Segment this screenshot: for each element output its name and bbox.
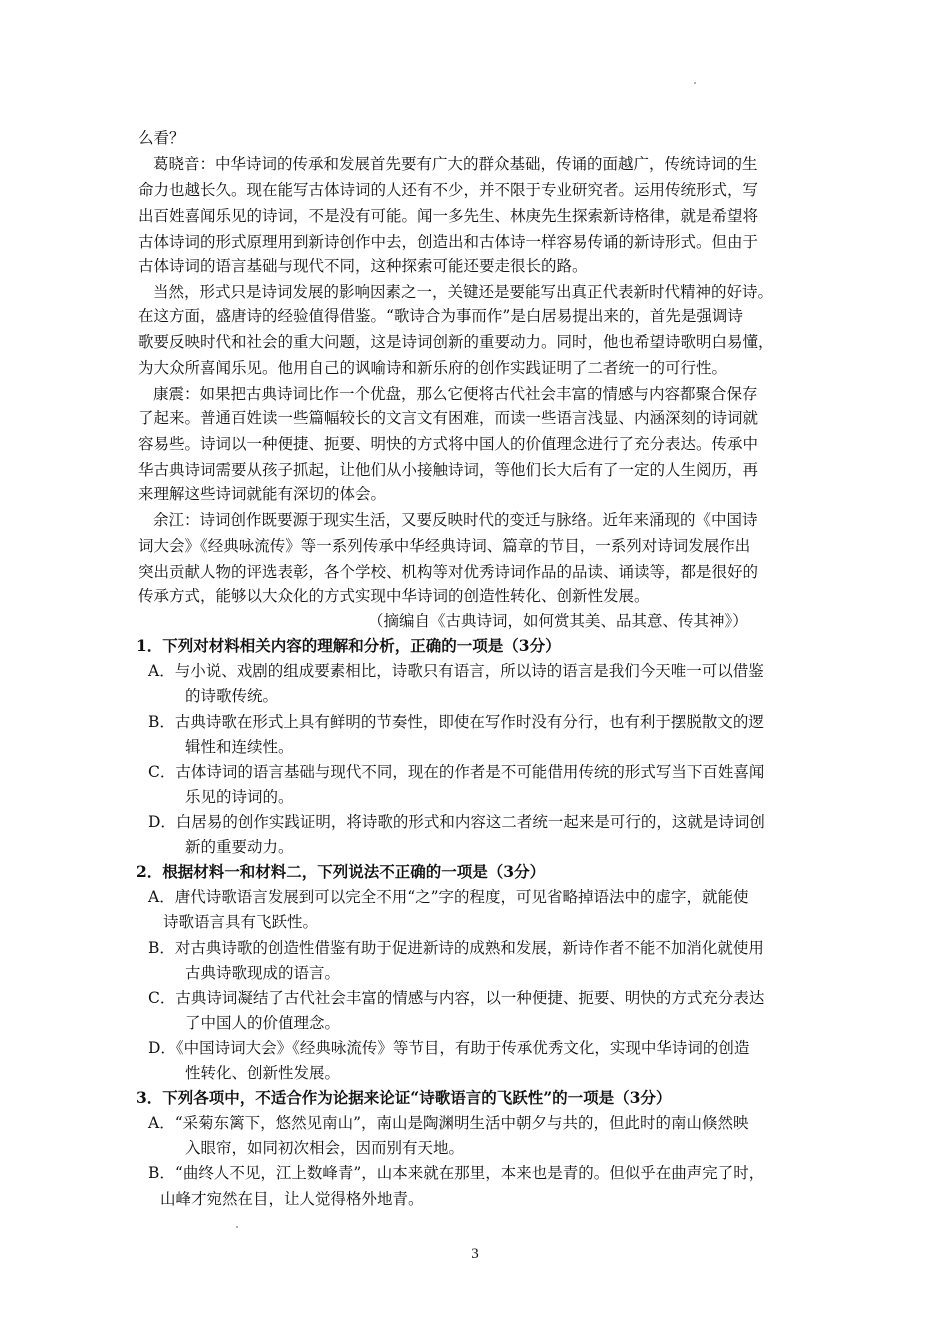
q2-option-c[interactable]: C．古典诗词凝结了古代社会丰富的情感与内容，以一种便捷、扼要、明快的方式充分表达 — [148, 989, 765, 1007]
passage-line: 突出贡献人物的评选表彰，各个学校、机构等对优秀诗词作品的品读、诵读等，都是很好的 — [138, 563, 759, 581]
source-citation: （摘编自《古典诗词，如何赏其美、品其意、传其神》） — [368, 612, 748, 630]
q1-option-a-cont: 的诗歌传统。 — [185, 687, 279, 705]
passage-line: 在这方面，盛唐诗的经验值得借鉴。“歌诗合为事而作”是白居易提出来的，首先是强调诗 — [138, 307, 743, 325]
passage-line: 容易些。诗词以一种便捷、扼要、明快的方式将中国人的价值理念进行了充分表达。传承中 — [138, 435, 759, 453]
passage-line: 传承方式，能够以大众化的方式实现中华诗词的创造性转化、创新性发展。 — [138, 587, 650, 605]
q2-option-d-cont: 性转化、创新性发展。 — [185, 1064, 341, 1082]
q1-option-a[interactable]: A．与小说、戏剧的组成要素相比，诗歌只有语言，所以诗的语言是我们今天唯一可以借鉴 — [148, 662, 764, 680]
question-2-stem: 2．根据材料一和材料二，下列说法不正确的一项是（3分） — [136, 862, 546, 881]
passage-line: 了起来。普通百姓读一些篇幅较长的文言文有困难，而读一些语言浅显、内涵深刻的诗词就 — [138, 409, 759, 427]
passage-line: 出百姓喜闻乐见的诗词，不是没有可能。闻一多先生、林庚先生探索新诗格律，就是希望将 — [138, 207, 759, 225]
q3-option-b-cont: 山峰才宛然在目，让人觉得格外地青。 — [160, 1190, 424, 1208]
passage-line: 当然，形式只是诗词发展的影响因素之一，关键还是要能写出真正代表新时代精神的好诗。 — [153, 283, 774, 301]
q2-option-a[interactable]: A．唐代诗歌语言发展到可以完全不用“之”字的程度，可见省略掉语法中的虚字，就能使 — [148, 888, 749, 906]
passage-line: 康震：如果把古典诗词比作一个优盘，那么它便将古代社会丰富的情感与内容都聚合保存 — [153, 385, 758, 403]
q2-option-a-cont: 诗歌语言具有飞跃性。 — [163, 913, 319, 931]
q1-option-b-cont: 辑性和连续性。 — [185, 738, 294, 756]
passage-line: 葛晓音：中华诗词的传承和发展首先要有广大的群众基础，传诵的面越广，传统诗词的生 — [153, 155, 758, 173]
speck-mark — [694, 82, 696, 84]
q1-option-c-cont: 乐见的诗词的。 — [185, 788, 294, 806]
q2-option-b[interactable]: B．对古典诗歌的创造性借鉴有助于促进新诗的成熟和发展，新诗作者不能不加消化就使用 — [148, 939, 764, 957]
q2-option-d[interactable]: D．《中国诗词大会》《经典咏流传》等节目，有助于传承优秀文化，实现中华诗词的创造 — [148, 1039, 750, 1057]
q1-option-d[interactable]: D．白居易的创作实践证明，将诗歌的形式和内容这二者统一起来是可行的，这就是诗词创 — [148, 813, 765, 831]
passage-line: 为大众所喜闻乐见。他用自己的讽喻诗和新乐府的创作实践证明了二者统一的可行性。 — [138, 359, 728, 377]
passage-line: 歌要反映时代和社会的重大问题，这是诗词创新的重要动力。同时，他也希望诗歌明白易懂， — [138, 333, 774, 351]
passage-line: 么看？ — [138, 129, 185, 147]
q2-option-c-cont: 了中国人的价值理念。 — [185, 1014, 341, 1032]
q1-option-b[interactable]: B．古典诗歌在形式上具有鲜明的节奏性，即使在写作时没有分行，也有利于摆脱散文的逻 — [148, 713, 764, 731]
q1-option-c[interactable]: C．古体诗词的语言基础与现代不同，现在的作者是不可能借用传统的形式写当下百姓喜闻 — [148, 763, 765, 781]
q3-option-a[interactable]: A．“采菊东篱下，悠然见南山”，南山是陶渊明生活中朝夕与共的，但此时的南山倏然映 — [148, 1114, 749, 1132]
passage-line: 余江：诗词创作既要源于现实生活，又要反映时代的变迁与脉络。近年来涌现的《中国诗 — [153, 511, 758, 529]
passage-line: 古体诗词的形式原理用到新诗创作中去，创造出和古体诗一样容易传诵的新诗形式。但由于 — [138, 233, 759, 251]
q3-option-a-cont: 入眼帘，如同初次相会，因而别有天地。 — [185, 1139, 465, 1157]
question-3-stem: 3．下列各项中，不适合作为论据来论证“诗歌语言的飞跃性”的一项是（3分） — [136, 1088, 672, 1107]
speck-mark — [236, 1226, 238, 1228]
q1-option-d-cont: 新的重要动力。 — [185, 838, 294, 856]
passage-line: 华古典诗词需要从孩子抓起，让他们从小接触诗词，等他们长大后有了一定的人生阅历，再 — [138, 461, 759, 479]
passage-line: 来理解这些诗词就能有深切的体会。 — [138, 485, 387, 503]
page-number: 3 — [471, 1246, 479, 1262]
passage-line: 词大会》《经典咏流传》等一系列传承中华经典诗词、篇章的节目，一系列对诗词发展作出 — [138, 537, 751, 555]
passage-line: 古体诗词的语言基础与现代不同，这种探索可能还要走很长的路。 — [138, 257, 588, 275]
q2-option-b-cont: 古典诗歌现成的语言。 — [185, 964, 341, 982]
question-1-stem: 1．下列对材料相关内容的理解和分析，正确的一项是（3分） — [136, 636, 561, 655]
q3-option-b[interactable]: B．“曲终人不见，江上数峰青”，山本来就在那里，本来也是青的。但似乎在曲声完了时， — [148, 1164, 765, 1182]
passage-line: 命力也越长久。现在能写古体诗词的人还有不少，并不限于专业研究者。运用传统形式，写 — [138, 181, 759, 199]
